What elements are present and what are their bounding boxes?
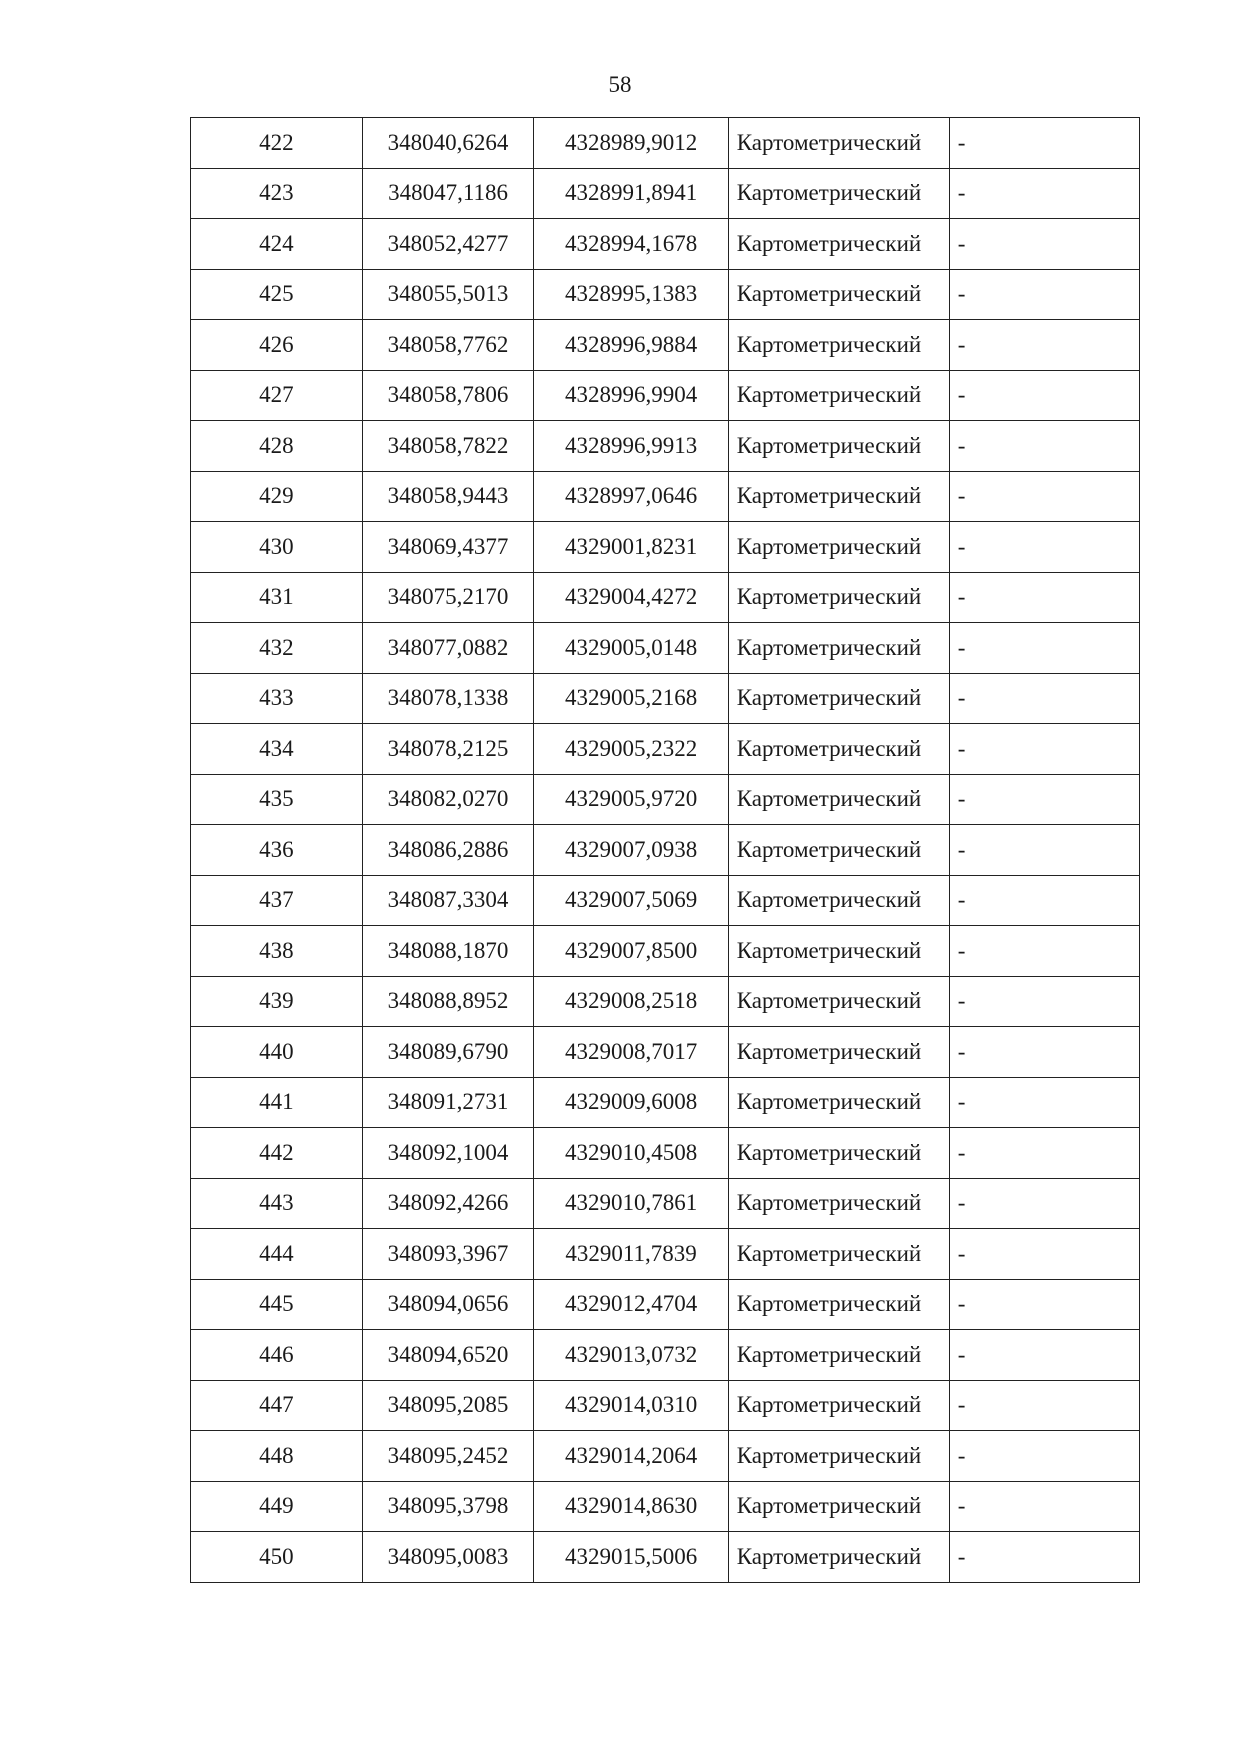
method-cell: Картометрический	[728, 1431, 949, 1482]
y-coordinate-cell: 4328996,9913	[534, 421, 728, 472]
table-row	[191, 673, 1140, 724]
note-cell: -	[949, 1532, 1139, 1583]
method-cell: Картометрический	[728, 168, 949, 219]
y-coordinate-cell: 4329008,2518	[534, 976, 728, 1027]
table-row	[191, 1229, 1140, 1280]
y-coordinate-cell: 4329007,5069	[534, 875, 728, 926]
table-row	[191, 572, 1140, 623]
x-coordinate-cell: 348094,6520	[362, 1330, 534, 1381]
point-number-cell: 439	[191, 976, 363, 1027]
y-coordinate-cell: 4329011,7839	[534, 1229, 728, 1280]
note-cell: -	[949, 774, 1139, 825]
point-number-cell: 442	[191, 1128, 363, 1179]
note-cell: -	[949, 976, 1139, 1027]
x-coordinate-cell: 348093,3967	[362, 1229, 534, 1280]
x-coordinate-cell: 348078,2125	[362, 724, 534, 775]
method-cell: Картометрический	[728, 1330, 949, 1381]
table-row	[191, 320, 1140, 371]
y-coordinate-cell: 4328991,8941	[534, 168, 728, 219]
table-row	[191, 825, 1140, 876]
table-row	[191, 976, 1140, 1027]
note-cell: -	[949, 118, 1139, 169]
table-row	[191, 1431, 1140, 1482]
table-row	[191, 118, 1140, 169]
method-cell: Картометрический	[728, 825, 949, 876]
x-coordinate-cell: 348089,6790	[362, 1027, 534, 1078]
x-coordinate-cell: 348088,1870	[362, 926, 534, 977]
point-number-cell: 432	[191, 623, 363, 674]
table-row	[191, 1380, 1140, 1431]
x-coordinate-cell: 348095,2085	[362, 1380, 534, 1431]
method-cell: Картометрический	[728, 976, 949, 1027]
page-number: 58	[608, 72, 632, 97]
y-coordinate-cell: 4329007,0938	[534, 825, 728, 876]
table-row	[191, 724, 1140, 775]
y-coordinate-cell: 4328995,1383	[534, 269, 728, 320]
method-cell: Картометрический	[728, 673, 949, 724]
note-cell: -	[949, 1330, 1139, 1381]
note-cell: -	[949, 673, 1139, 724]
point-number-cell: 438	[191, 926, 363, 977]
method-cell: Картометрический	[728, 421, 949, 472]
note-cell: -	[949, 1380, 1139, 1431]
y-coordinate-cell: 4329007,8500	[534, 926, 728, 977]
y-coordinate-cell: 4329001,8231	[534, 522, 728, 573]
note-cell: -	[949, 1128, 1139, 1179]
point-number-cell: 426	[191, 320, 363, 371]
x-coordinate-cell: 348047,1186	[362, 168, 534, 219]
note-cell: -	[949, 875, 1139, 926]
method-cell: Картометрический	[728, 875, 949, 926]
point-number-cell: 428	[191, 421, 363, 472]
note-cell: -	[949, 1077, 1139, 1128]
note-cell: -	[949, 623, 1139, 674]
x-coordinate-cell: 348082,0270	[362, 774, 534, 825]
point-number-cell: 450	[191, 1532, 363, 1583]
y-coordinate-cell: 4329008,7017	[534, 1027, 728, 1078]
y-coordinate-cell: 4328997,0646	[534, 471, 728, 522]
method-cell: Картометрический	[728, 1279, 949, 1330]
x-coordinate-cell: 348086,2886	[362, 825, 534, 876]
method-cell: Картометрический	[728, 572, 949, 623]
x-coordinate-cell: 348077,0882	[362, 623, 534, 674]
y-coordinate-cell: 4329010,7861	[534, 1178, 728, 1229]
point-number-cell: 423	[191, 168, 363, 219]
x-coordinate-cell: 348040,6264	[362, 118, 534, 169]
note-cell: -	[949, 370, 1139, 421]
x-coordinate-cell: 348078,1338	[362, 673, 534, 724]
point-number-cell: 427	[191, 370, 363, 421]
x-coordinate-cell: 348087,3304	[362, 875, 534, 926]
y-coordinate-cell: 4328996,9884	[534, 320, 728, 371]
method-cell: Картометрический	[728, 1077, 949, 1128]
note-cell: -	[949, 219, 1139, 270]
point-number-cell: 443	[191, 1178, 363, 1229]
method-cell: Картометрический	[728, 1128, 949, 1179]
method-cell: Картометрический	[728, 269, 949, 320]
point-number-cell: 437	[191, 875, 363, 926]
point-number-cell: 433	[191, 673, 363, 724]
table-row	[191, 926, 1140, 977]
note-cell: -	[949, 471, 1139, 522]
point-number-cell: 435	[191, 774, 363, 825]
table-row	[191, 1128, 1140, 1179]
table-row	[191, 471, 1140, 522]
point-number-cell: 434	[191, 724, 363, 775]
point-number-cell: 446	[191, 1330, 363, 1381]
table-row	[191, 1330, 1140, 1381]
table-row	[191, 269, 1140, 320]
y-coordinate-cell: 4329010,4508	[534, 1128, 728, 1179]
y-coordinate-cell: 4329014,2064	[534, 1431, 728, 1482]
y-coordinate-cell: 4328989,9012	[534, 118, 728, 169]
note-cell: -	[949, 421, 1139, 472]
note-cell: -	[949, 269, 1139, 320]
note-cell: -	[949, 926, 1139, 977]
x-coordinate-cell: 348058,9443	[362, 471, 534, 522]
method-cell: Картометрический	[728, 623, 949, 674]
note-cell: -	[949, 320, 1139, 371]
y-coordinate-cell: 4329005,2168	[534, 673, 728, 724]
point-number-cell: 431	[191, 572, 363, 623]
point-number-cell: 445	[191, 1279, 363, 1330]
note-cell: -	[949, 1178, 1139, 1229]
table-row	[191, 1178, 1140, 1229]
y-coordinate-cell: 4329015,5006	[534, 1532, 728, 1583]
x-coordinate-cell: 348055,5013	[362, 269, 534, 320]
x-coordinate-cell: 348091,2731	[362, 1077, 534, 1128]
table-row	[191, 1532, 1140, 1583]
coordinates-table	[190, 117, 1140, 1583]
method-cell: Картометрический	[728, 1229, 949, 1280]
method-cell: Картометрический	[728, 522, 949, 573]
point-number-cell: 425	[191, 269, 363, 320]
note-cell: -	[949, 1229, 1139, 1280]
method-cell: Картометрический	[728, 219, 949, 270]
note-cell: -	[949, 1027, 1139, 1078]
point-number-cell: 430	[191, 522, 363, 573]
y-coordinate-cell: 4329009,6008	[534, 1077, 728, 1128]
x-coordinate-cell: 348095,3798	[362, 1481, 534, 1532]
note-cell: -	[949, 724, 1139, 775]
note-cell: -	[949, 1431, 1139, 1482]
method-cell: Картометрический	[728, 1380, 949, 1431]
table-row	[191, 421, 1140, 472]
table-row	[191, 1481, 1140, 1532]
note-cell: -	[949, 572, 1139, 623]
point-number-cell: 422	[191, 118, 363, 169]
table-row	[191, 1279, 1140, 1330]
note-cell: -	[949, 168, 1139, 219]
table-row	[191, 1077, 1140, 1128]
x-coordinate-cell: 348058,7806	[362, 370, 534, 421]
y-coordinate-cell: 4329005,0148	[534, 623, 728, 674]
method-cell: Картометрический	[728, 320, 949, 371]
x-coordinate-cell: 348069,4377	[362, 522, 534, 573]
y-coordinate-cell: 4328996,9904	[534, 370, 728, 421]
method-cell: Картометрический	[728, 471, 949, 522]
method-cell: Картометрический	[728, 1178, 949, 1229]
method-cell: Картометрический	[728, 774, 949, 825]
method-cell: Картометрический	[728, 370, 949, 421]
method-cell: Картометрический	[728, 1481, 949, 1532]
table-row	[191, 219, 1140, 270]
method-cell: Картометрический	[728, 926, 949, 977]
method-cell: Картометрический	[728, 118, 949, 169]
x-coordinate-cell: 348092,4266	[362, 1178, 534, 1229]
point-number-cell: 449	[191, 1481, 363, 1532]
x-coordinate-cell: 348075,2170	[362, 572, 534, 623]
point-number-cell: 444	[191, 1229, 363, 1280]
method-cell: Картометрический	[728, 724, 949, 775]
y-coordinate-cell: 4329005,9720	[534, 774, 728, 825]
y-coordinate-cell: 4328994,1678	[534, 219, 728, 270]
table-row	[191, 168, 1140, 219]
note-cell: -	[949, 522, 1139, 573]
y-coordinate-cell: 4329014,8630	[534, 1481, 728, 1532]
point-number-cell: 440	[191, 1027, 363, 1078]
table-row	[191, 774, 1140, 825]
table-row	[191, 1027, 1140, 1078]
x-coordinate-cell: 348088,8952	[362, 976, 534, 1027]
coordinates-table-body	[191, 118, 1140, 1583]
note-cell: -	[949, 825, 1139, 876]
method-cell: Картометрический	[728, 1027, 949, 1078]
y-coordinate-cell: 4329012,4704	[534, 1279, 728, 1330]
x-coordinate-cell: 348092,1004	[362, 1128, 534, 1179]
point-number-cell: 441	[191, 1077, 363, 1128]
y-coordinate-cell: 4329014,0310	[534, 1380, 728, 1431]
point-number-cell: 436	[191, 825, 363, 876]
x-coordinate-cell: 348095,0083	[362, 1532, 534, 1583]
x-coordinate-cell: 348058,7762	[362, 320, 534, 371]
table-row	[191, 522, 1140, 573]
table-row	[191, 623, 1140, 674]
method-cell: Картометрический	[728, 1532, 949, 1583]
y-coordinate-cell: 4329004,4272	[534, 572, 728, 623]
x-coordinate-cell: 348095,2452	[362, 1431, 534, 1482]
x-coordinate-cell: 348058,7822	[362, 421, 534, 472]
x-coordinate-cell: 348094,0656	[362, 1279, 534, 1330]
note-cell: -	[949, 1279, 1139, 1330]
point-number-cell: 424	[191, 219, 363, 270]
x-coordinate-cell: 348052,4277	[362, 219, 534, 270]
point-number-cell: 447	[191, 1380, 363, 1431]
point-number-cell: 429	[191, 471, 363, 522]
y-coordinate-cell: 4329013,0732	[534, 1330, 728, 1381]
y-coordinate-cell: 4329005,2322	[534, 724, 728, 775]
table-row	[191, 875, 1140, 926]
note-cell: -	[949, 1481, 1139, 1532]
point-number-cell: 448	[191, 1431, 363, 1482]
table-row	[191, 370, 1140, 421]
